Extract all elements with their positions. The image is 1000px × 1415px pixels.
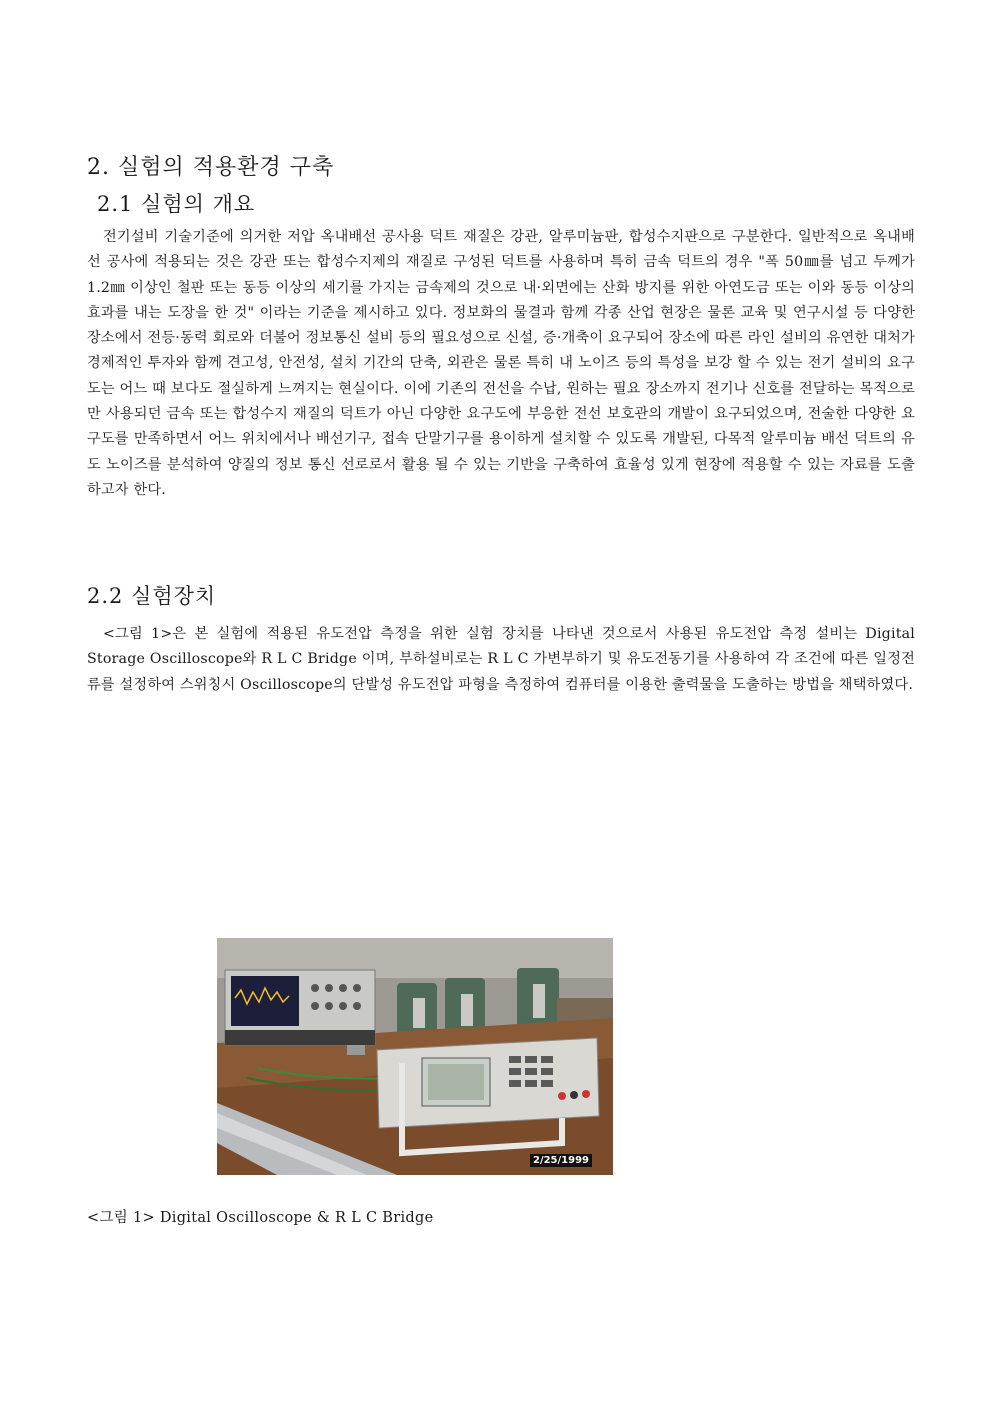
apparatus-paragraph: <그림 1>은 본 실험에 적용된 유도전압 측정을 위한 실험 장치를 나타낸 것으로서 사용된 유도전압 측정 설비는 Digital Storage Oscilloscope와 R L C Bridge 이며, 부하설비로는 R L C 가변부하기 및 유도전동기를 사용하여 각 조건에 따른 일정전류를 설정하여 스위칭시 Oscilloscope의 단발성 유도전압 파형을 측정하여 컴퓨터를 이용한 출력물을 도출하는 방법을 채택하였다. [87,626,915,693]
figure-caption: <그림 1> Digital Oscilloscope & R L C Bridge [87,1210,434,1226]
subsection-title-overview: 2.1 실험의 개요 [97,192,256,216]
lab-equipment-photo-illustration [217,938,613,1175]
photo-date-stamp: 2/25/1999 [530,1154,592,1167]
section-title: 2. 실험의 적용환경 구축 [87,155,335,180]
subsection-title-apparatus: 2.2 실험장치 [87,584,217,608]
experiment-photo [217,938,613,1175]
overview-paragraph: 전기설비 기술기준에 의거한 저압 옥내배선 공사용 덕트 재질은 강관, 알루미늄판, 합성수지판으로 구분한다. 일반적으로 옥내배선 공사에 적용되는 것은 강관 또는 합성수지제의 재질로 구성된 덕트를 사용하며 특히 금속 덕트의 경우 "폭 50㎜를 넘고 두께가 1.2㎜ 이상인 철판 또는 동등 이상의 세기를 가지는 금속제의 것으로 내·외면에는 산화 방지를 위한 아연도금 또는 이와 동등 이상의 효과를 내는 도장을 한 것" 이라는 기준을 제시하고 있다. 정보화의 물결과 함께 각종 산업 현장은 물론 교육 및 연구시설 등 다양한 장소에서 전등·동력 회로와 더불어 정보통신 설비 등의 필요성으로 신설, 증·개축이 요구되어 장소에 따른 라인 설비의 유연한 대처가 경제적인 투자와 함께 견고성, 안전성, 설치 기간의 단축, 외관은 물론 특히 내 노이즈 등의 특성을 보강 할 수 있는 전기 설비의 요구도는 어느 때 보다도 절실하게 느껴지는 현실이다. 이에 기존의 전선을 수납, 원하는 필요 장소까지 전기나 신호를 전달하는 목적으로만 사용되던 금속 또는 합성수지 재질의 덕트가 아닌 다양한 요구도에 부응한 전선 보호관의 개발이 요구되었으며, 전술한 다양한 요구도를 만족하면서 어느 위치에서나 배선기구, 접속 단말기구를 용이하게 설치할 수 있도록 개발된, 다목적 알루미늄 배선 덕트의 유도 노이즈를 분석하여 양질의 정보 통신 선로로서 활용 될 수 있는 기반을 구축하여 효율성 있게 현장에 적용할 수 있는 자료를 도출하고자 한다. [87,229,915,498]
